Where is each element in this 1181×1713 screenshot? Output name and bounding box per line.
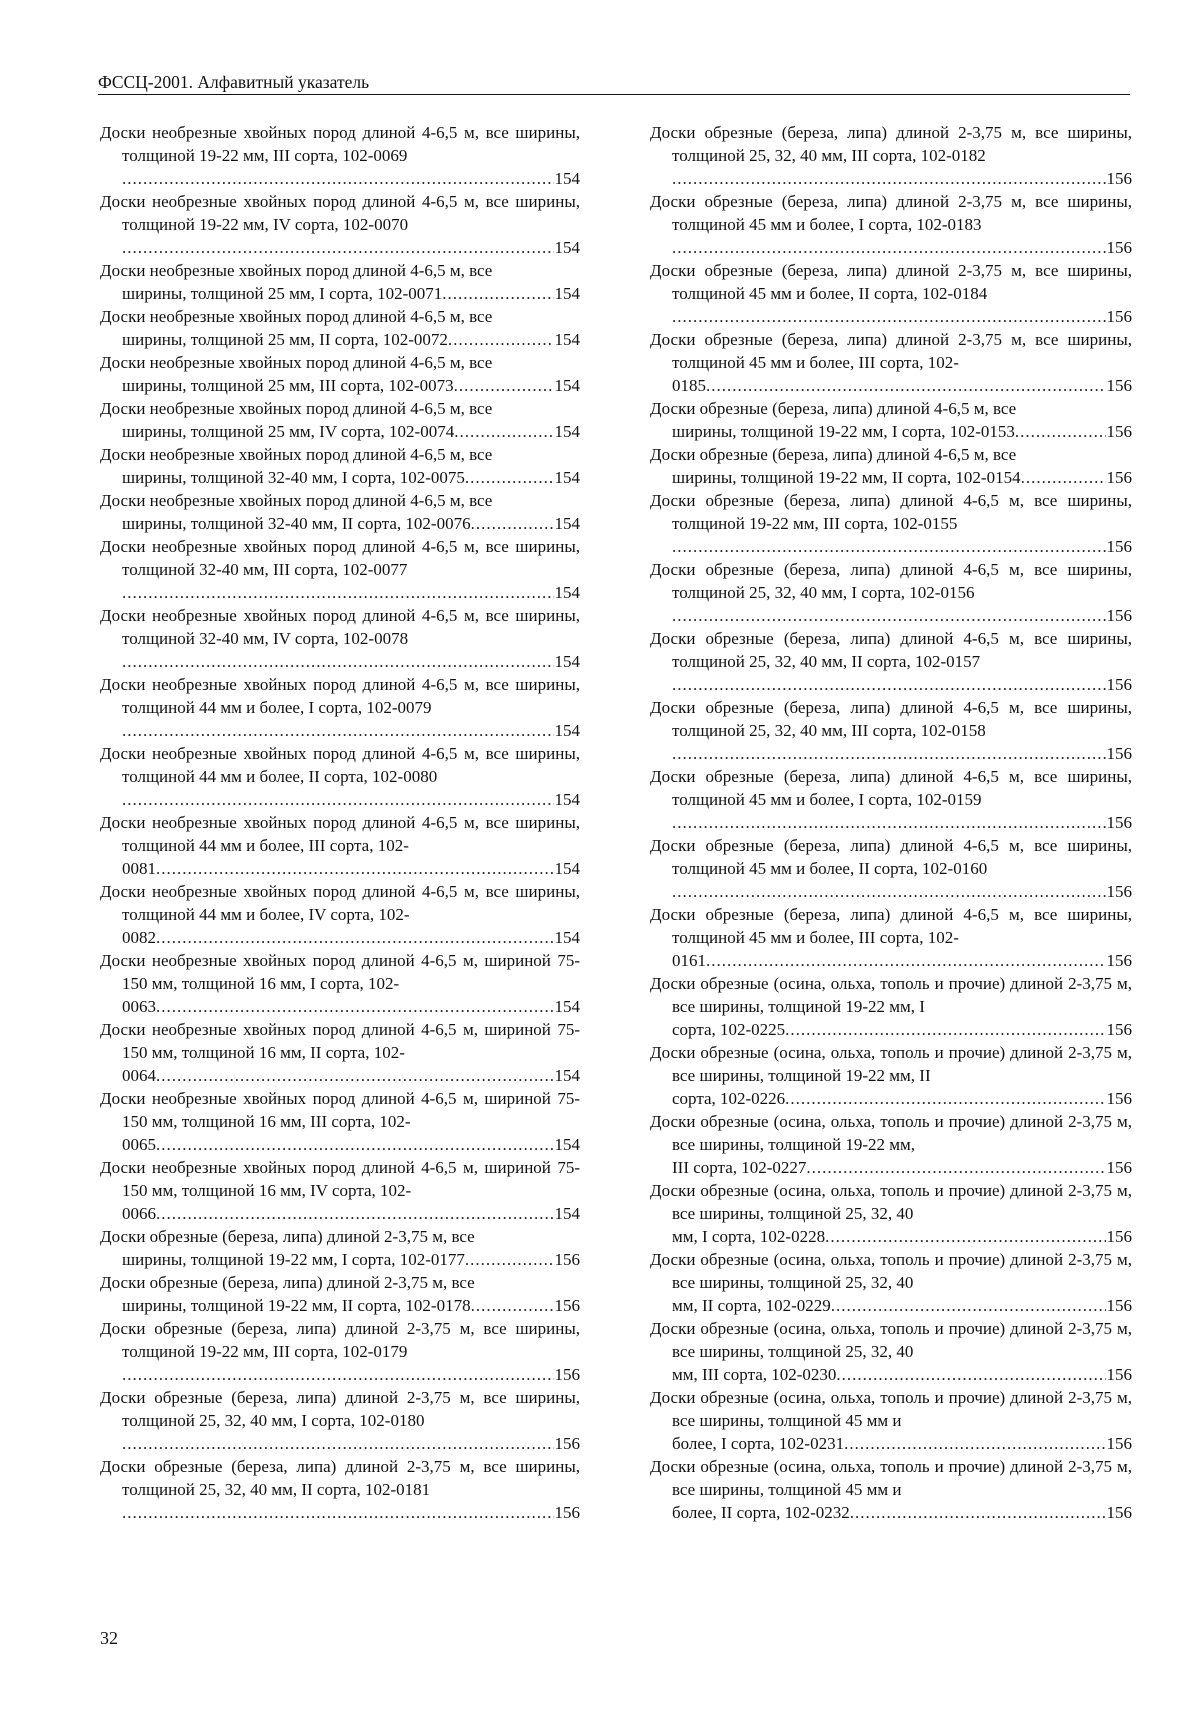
index-entry-tail: сорта, 102-0226 bbox=[672, 1089, 786, 1108]
dot-leader bbox=[122, 581, 554, 604]
index-entry-page: 156 bbox=[1106, 675, 1132, 694]
index-entry bbox=[100, 259, 580, 305]
index-entry-leader-line bbox=[122, 719, 580, 742]
dot-leader bbox=[448, 328, 554, 351]
index-entry-page: 154 bbox=[554, 928, 580, 947]
index-entry bbox=[650, 328, 1132, 397]
index-entry-text: Доски обрезные (береза, липа) длиной 2-3,75 м, все ширины, толщиной 25, 32, 40 мм, I сорта, 102-0180 bbox=[100, 1388, 580, 1430]
index-entry-text: Доски необрезные хвойных пород длиной 4-6,5 м, все bbox=[100, 353, 493, 372]
index-entry bbox=[100, 742, 580, 811]
index-entry-text: Доски обрезные (осина, ольха, тополь и прочие) длиной 2-3,75 м, все ширины, толщиной 19-22 мм, I bbox=[650, 974, 1132, 1016]
index-entry-leader-line bbox=[122, 1248, 580, 1271]
dot-leader bbox=[465, 1248, 554, 1271]
index-entry-text: Доски необрезные хвойных пород длиной 4-6,5 м, все bbox=[100, 307, 493, 326]
index-entry-page: 156 bbox=[1106, 169, 1132, 188]
index-entry-text: Доски обрезные (осина, ольха, тополь и прочие) длиной 2-3,75 м, все ширины, толщиной 45 мм и bbox=[650, 1457, 1132, 1499]
dot-leader bbox=[785, 1087, 1105, 1110]
index-entry-leader-line bbox=[672, 535, 1132, 558]
index-entry bbox=[650, 121, 1132, 190]
dot-leader bbox=[1021, 466, 1106, 489]
index-entry-text: Доски необрезные хвойных пород длиной 4-6,5 м, все ширины, толщиной 44 мм и более, II сорта, 102-0080 bbox=[100, 744, 580, 786]
dot-leader bbox=[122, 650, 554, 673]
index-entry bbox=[100, 535, 580, 604]
index-entry-page: 156 bbox=[1106, 951, 1132, 970]
index-entry bbox=[100, 1018, 580, 1087]
index-entry-tail: 0066 bbox=[122, 1204, 156, 1223]
dot-leader bbox=[1015, 420, 1106, 443]
index-entry-tail: более, II сорта, 102-0232 bbox=[672, 1503, 850, 1522]
index-entry-leader-line bbox=[122, 1064, 580, 1087]
index-entry-text: Доски необрезные хвойных пород длиной 4-6,5 м, все bbox=[100, 399, 493, 418]
index-entry bbox=[650, 1110, 1132, 1179]
index-entry-leader-line bbox=[672, 604, 1132, 627]
dot-leader bbox=[672, 535, 1106, 558]
index-entry-text: Доски обрезные (береза, липа) длиной 4-6,5 м, все ширины, толщиной 25, 32, 40 мм, I сорта, 102-0156 bbox=[650, 560, 1132, 602]
index-entry-leader-line bbox=[122, 1501, 580, 1524]
dot-leader bbox=[850, 1501, 1106, 1524]
index-entry bbox=[100, 1156, 580, 1225]
index-entry bbox=[100, 305, 580, 351]
index-entry-leader-line bbox=[122, 512, 580, 535]
index-entry bbox=[100, 351, 580, 397]
index-entry-page: 154 bbox=[554, 422, 580, 441]
dot-leader bbox=[156, 995, 554, 1018]
dot-leader bbox=[156, 926, 554, 949]
dot-leader bbox=[825, 1225, 1105, 1248]
index-entry-page: 156 bbox=[1106, 376, 1132, 395]
index-entry-page: 156 bbox=[1106, 1158, 1132, 1177]
index-entry-leader-line bbox=[122, 466, 580, 489]
index-entry-text: Доски необрезные хвойных пород длиной 4-6,5 м, шириной 75-150 мм, толщиной 16 мм, IV сорта, 102- bbox=[100, 1158, 580, 1200]
index-entry bbox=[650, 1248, 1132, 1317]
index-entry-leader-line bbox=[672, 1501, 1132, 1524]
index-entry-tail: мм, II сорта, 102-0229 bbox=[672, 1296, 831, 1315]
index-entry-text: Доски обрезные (береза, липа) длиной 4-6,5 м, все ширины, толщиной 45 мм и более, I сорта, 102-0159 bbox=[650, 767, 1132, 809]
dot-leader bbox=[844, 1432, 1105, 1455]
dot-leader bbox=[672, 604, 1106, 627]
index-entry bbox=[650, 972, 1132, 1041]
index-entry-leader-line bbox=[672, 742, 1132, 765]
index-entry-page: 156 bbox=[1106, 1365, 1132, 1384]
index-entry bbox=[100, 397, 580, 443]
index-entry-page: 156 bbox=[1106, 1020, 1132, 1039]
dot-leader bbox=[471, 512, 554, 535]
index-entry-leader-line bbox=[122, 328, 580, 351]
index-entry-text: Доски обрезные (береза, липа) длиной 4-6,5 м, все ширины, толщиной 45 мм и более, II сорта, 102-0160 bbox=[650, 836, 1132, 878]
index-entry-text: Доски необрезные хвойных пород длиной 4-6,5 м, все ширины, толщиной 19-22 мм, III сорта, 102-0069 bbox=[100, 123, 580, 165]
dot-leader bbox=[454, 374, 554, 397]
index-entry-text: Доски обрезные (осина, ольха, тополь и прочие) длиной 2-3,75 м, все ширины, толщиной 19-22 мм, bbox=[650, 1112, 1132, 1154]
index-entry-leader-line bbox=[672, 420, 1132, 443]
index-entry-tail: ширины, толщиной 25 мм, I сорта, 102-0071 bbox=[122, 284, 443, 303]
index-entry-page: 154 bbox=[554, 1204, 580, 1223]
index-entry-leader-line bbox=[122, 1432, 580, 1455]
index-entry-tail: 0082 bbox=[122, 928, 156, 947]
index-entry-text: Доски обрезные (береза, липа) длиной 2-3,75 м, все ширины, толщиной 45 мм и более, III сорта, 102- bbox=[650, 330, 1132, 372]
index-entry-text: Доски обрезные (осина, ольха, тополь и прочие) длиной 2-3,75 м, все ширины, толщиной 19-22 мм, II bbox=[650, 1043, 1132, 1085]
index-entry bbox=[100, 489, 580, 535]
index-entry-leader-line bbox=[672, 1087, 1132, 1110]
index-entry-tail: ширины, толщиной 32-40 мм, II сорта, 102-0076 bbox=[122, 514, 471, 533]
index-entry bbox=[100, 604, 580, 673]
index-entry-text: Доски обрезные (береза, липа) длиной 4-6,5 м, все bbox=[650, 445, 1017, 464]
index-entry-page: 156 bbox=[1106, 422, 1132, 441]
index-entry-tail: мм, I сорта, 102-0228 bbox=[672, 1227, 826, 1246]
index-entry bbox=[100, 1225, 580, 1271]
dot-leader bbox=[672, 880, 1106, 903]
index-entry-page: 154 bbox=[554, 583, 580, 602]
index-entry-leader-line bbox=[122, 1202, 580, 1225]
dot-leader bbox=[672, 811, 1106, 834]
index-entry-page: 156 bbox=[1106, 1089, 1132, 1108]
index-entry-page: 154 bbox=[554, 169, 580, 188]
index-entry-page: 156 bbox=[554, 1250, 580, 1269]
index-entry bbox=[650, 1317, 1132, 1386]
index-entry bbox=[650, 627, 1132, 696]
index-entry-tail: 0185 bbox=[672, 376, 706, 395]
index-entry-text: Доски обрезные (береза, липа) длиной 4-6,5 м, все ширины, толщиной 25, 32, 40 мм, III сорта, 102-0158 bbox=[650, 698, 1132, 740]
index-entry-text: Доски необрезные хвойных пород длиной 4-6,5 м, все ширины, толщиной 44 мм и более, IV сорта, 102- bbox=[100, 882, 580, 924]
index-entry bbox=[100, 190, 580, 259]
index-entry-text: Доски необрезные хвойных пород длиной 4-6,5 м, все bbox=[100, 491, 493, 510]
index-entry bbox=[100, 443, 580, 489]
index-entry bbox=[100, 811, 580, 880]
index-entry-text: Доски обрезные (осина, ольха, тополь и прочие) длиной 2-3,75 м, все ширины, толщиной 25, 32, 40 bbox=[650, 1181, 1132, 1223]
dot-leader bbox=[156, 1064, 554, 1087]
index-entry-page: 156 bbox=[1106, 1227, 1132, 1246]
index-entry-leader-line bbox=[672, 880, 1132, 903]
index-entry-leader-line bbox=[672, 466, 1132, 489]
index-entry-leader-line bbox=[122, 1133, 580, 1156]
dot-leader bbox=[471, 1294, 554, 1317]
index-entry-page: 154 bbox=[554, 859, 580, 878]
index-entry-leader-line bbox=[122, 282, 580, 305]
index-entry-leader-line bbox=[122, 167, 580, 190]
dot-leader bbox=[122, 1432, 554, 1455]
index-entry-leader-line bbox=[672, 1294, 1132, 1317]
dot-leader bbox=[806, 1156, 1105, 1179]
dot-leader bbox=[465, 466, 554, 489]
index-entry bbox=[650, 696, 1132, 765]
index-entry bbox=[100, 1271, 580, 1317]
index-entry-text: Доски обрезные (береза, липа) длиной 2-3,75 м, все ширины, толщиной 25, 32, 40 мм, III сорта, 102-0182 bbox=[650, 123, 1132, 165]
dot-leader bbox=[156, 1202, 554, 1225]
dot-leader bbox=[672, 236, 1106, 259]
index-entry bbox=[650, 1041, 1132, 1110]
index-entry bbox=[650, 1179, 1132, 1248]
index-entry-page: 156 bbox=[1106, 813, 1132, 832]
index-entry bbox=[100, 121, 580, 190]
dot-leader bbox=[454, 420, 553, 443]
index-entry-text: Доски обрезные (береза, липа) длиной 2-3,75 м, все bbox=[100, 1273, 475, 1292]
index-entry-page: 154 bbox=[554, 721, 580, 740]
index-entry-leader-line bbox=[122, 420, 580, 443]
index-entry-page: 156 bbox=[1106, 1503, 1132, 1522]
dot-leader bbox=[122, 236, 554, 259]
index-entry bbox=[650, 397, 1132, 443]
dot-leader bbox=[836, 1363, 1105, 1386]
index-entry-text: Доски необрезные хвойных пород длиной 4-6,5 м, все bbox=[100, 445, 493, 464]
index-entry-tail: 0064 bbox=[122, 1066, 156, 1085]
index-entry-text: Доски необрезные хвойных пород длиной 4-6,5 м, все bbox=[100, 261, 493, 280]
index-entry-leader-line bbox=[122, 650, 580, 673]
index-entry bbox=[650, 1455, 1132, 1524]
index-entry-tail: 0065 bbox=[122, 1135, 156, 1154]
index-entry-text: Доски необрезные хвойных пород длиной 4-6,5 м, шириной 75-150 мм, толщиной 16 мм, I сорта, 102- bbox=[100, 951, 580, 993]
index-entry-text: Доски обрезные (береза, липа) длиной 2-3,75 м, все ширины, толщиной 45 мм и более, I сорта, 102-0183 bbox=[650, 192, 1132, 234]
dot-leader bbox=[672, 673, 1106, 696]
index-entry bbox=[650, 834, 1132, 903]
index-entry-page: 156 bbox=[554, 1296, 580, 1315]
index-entry-text: Доски обрезные (береза, липа) длиной 4-6,5 м, все bbox=[650, 399, 1017, 418]
index-entry-leader-line bbox=[122, 926, 580, 949]
dot-leader bbox=[156, 1133, 554, 1156]
index-entry-tail: 0161 bbox=[672, 951, 706, 970]
index-column-right bbox=[650, 121, 1132, 1524]
index-entry-page: 156 bbox=[1106, 1434, 1132, 1453]
index-entry-tail: III сорта, 102-0227 bbox=[672, 1158, 807, 1177]
dot-leader bbox=[122, 1363, 554, 1386]
index-entry-text: Доски необрезные хвойных пород длиной 4-6,5 м, все ширины, толщиной 32-40 мм, IV сорта, 102-0078 bbox=[100, 606, 580, 648]
index-entry-tail: ширины, толщиной 19-22 мм, II сорта, 102-0178 bbox=[122, 1296, 471, 1315]
index-entry-tail: 0063 bbox=[122, 997, 156, 1016]
index-entry-leader-line bbox=[122, 995, 580, 1018]
index-entry-page: 156 bbox=[1106, 468, 1132, 487]
index-entry-tail: ширины, толщиной 25 мм, II сорта, 102-0072 bbox=[122, 330, 448, 349]
index-entry-leader-line bbox=[672, 1018, 1132, 1041]
index-entry-page: 156 bbox=[1106, 744, 1132, 763]
index-entry-leader-line bbox=[672, 1432, 1132, 1455]
index-entry-leader-line bbox=[672, 673, 1132, 696]
index-entry bbox=[650, 259, 1132, 328]
index-entry-page: 154 bbox=[554, 284, 580, 303]
dot-leader bbox=[122, 788, 554, 811]
index-entry-text: Доски необрезные хвойных пород длиной 4-6,5 м, все ширины, толщиной 32-40 мм, III сорта, 102-0077 bbox=[100, 537, 580, 579]
index-entry bbox=[100, 880, 580, 949]
dot-leader bbox=[122, 719, 554, 742]
index-entry bbox=[650, 903, 1132, 972]
index-entry-tail: ширины, толщиной 19-22 мм, I сорта, 102-0153 bbox=[672, 422, 1015, 441]
dot-leader bbox=[672, 742, 1106, 765]
index-entry-text: Доски необрезные хвойных пород длиной 4-6,5 м, все ширины, толщиной 44 мм и более, I сорта, 102-0079 bbox=[100, 675, 580, 717]
index-entry bbox=[100, 673, 580, 742]
index-entry bbox=[650, 489, 1132, 558]
index-entry bbox=[650, 558, 1132, 627]
index-entry-tail: мм, III сорта, 102-0230 bbox=[672, 1365, 837, 1384]
index-entry-text: Доски обрезные (осина, ольха, тополь и прочие) длиной 2-3,75 м, все ширины, толщиной 25, 32, 40 bbox=[650, 1250, 1132, 1292]
index-entry-tail: ширины, толщиной 32-40 мм, I сорта, 102-0075 bbox=[122, 468, 465, 487]
index-entry-leader-line bbox=[122, 1363, 580, 1386]
index-entry bbox=[100, 1087, 580, 1156]
index-entry-page: 154 bbox=[554, 1066, 580, 1085]
index-entry-page: 154 bbox=[554, 238, 580, 257]
index-entry-leader-line bbox=[122, 374, 580, 397]
index-entry-text: Доски обрезные (береза, липа) длиной 2-3,75 м, все ширины, толщиной 19-22 мм, III сорта, 102-0179 bbox=[100, 1319, 580, 1361]
dot-leader bbox=[442, 282, 553, 305]
index-entry-page: 156 bbox=[1106, 606, 1132, 625]
index-entry-text: Доски необрезные хвойных пород длиной 4-6,5 м, все ширины, толщиной 19-22 мм, IV сорта, 102-0070 bbox=[100, 192, 580, 234]
index-entry-page: 156 bbox=[554, 1503, 580, 1522]
dot-leader bbox=[122, 167, 554, 190]
index-column-left bbox=[100, 121, 580, 1524]
index-entry-leader-line bbox=[672, 1363, 1132, 1386]
index-entry-page: 154 bbox=[554, 376, 580, 395]
index-entry-text: Доски обрезные (береза, липа) длиной 2-3,75 м, все bbox=[100, 1227, 475, 1246]
index-entry-leader-line bbox=[672, 811, 1132, 834]
index-entry-leader-line bbox=[672, 305, 1132, 328]
index-entry bbox=[100, 1386, 580, 1455]
index-entry-leader-line bbox=[122, 1294, 580, 1317]
index-entry bbox=[650, 190, 1132, 259]
dot-leader bbox=[706, 374, 1106, 397]
page-header-title: ФССЦ-2001. Алфавитный указатель bbox=[98, 72, 370, 92]
index-entry-page: 156 bbox=[1106, 238, 1132, 257]
index-entry bbox=[650, 765, 1132, 834]
index-entry-leader-line bbox=[122, 857, 580, 880]
index-entry-leader-line bbox=[672, 236, 1132, 259]
index-entry-page: 154 bbox=[554, 652, 580, 671]
index-entry-leader-line bbox=[672, 949, 1132, 972]
index-entry-tail: ширины, толщиной 19-22 мм, I сорта, 102-0177 bbox=[122, 1250, 465, 1269]
index-entry-page: 154 bbox=[554, 514, 580, 533]
index-entry-page: 154 bbox=[554, 468, 580, 487]
index-entry bbox=[100, 1317, 580, 1386]
index-entry-leader-line bbox=[122, 788, 580, 811]
index-entry-leader-line bbox=[672, 1156, 1132, 1179]
index-entry-leader-line bbox=[672, 167, 1132, 190]
index-entry-text: Доски необрезные хвойных пород длиной 4-6,5 м, шириной 75-150 мм, толщиной 16 мм, II сорта, 102- bbox=[100, 1020, 580, 1062]
index-entry-tail: 0081 bbox=[122, 859, 156, 878]
dot-leader bbox=[672, 305, 1106, 328]
index-entry-leader-line bbox=[122, 581, 580, 604]
index-entry-page: 156 bbox=[554, 1434, 580, 1453]
dot-leader bbox=[672, 167, 1106, 190]
index-entry-leader-line bbox=[122, 236, 580, 259]
index-entry-page: 154 bbox=[554, 997, 580, 1016]
index-entry-page: 156 bbox=[1106, 537, 1132, 556]
index-entry bbox=[100, 1455, 580, 1524]
dot-leader bbox=[785, 1018, 1105, 1041]
index-entry-text: Доски необрезные хвойных пород длиной 4-6,5 м, все ширины, толщиной 44 мм и более, III сорта, 102- bbox=[100, 813, 580, 855]
dot-leader bbox=[831, 1294, 1106, 1317]
page-number: 32 bbox=[100, 1628, 118, 1648]
index-entry-page: 156 bbox=[1106, 1296, 1132, 1315]
index-entry-page: 156 bbox=[554, 1365, 580, 1384]
index-entry-leader-line bbox=[672, 374, 1132, 397]
dot-leader bbox=[706, 949, 1106, 972]
index-entry-text: Доски необрезные хвойных пород длиной 4-6,5 м, шириной 75-150 мм, толщиной 16 мм, III сорта, 102- bbox=[100, 1089, 580, 1131]
index-entry-text: Доски обрезные (береза, липа) длиной 2-3,75 м, все ширины, толщиной 45 мм и более, II сорта, 102-0184 bbox=[650, 261, 1132, 303]
index-entry bbox=[650, 1386, 1132, 1455]
index-entry bbox=[100, 949, 580, 1018]
index-entry-page: 154 bbox=[554, 790, 580, 809]
dot-leader bbox=[156, 857, 554, 880]
page-header bbox=[98, 70, 1130, 95]
index-entry-tail: более, I сорта, 102-0231 bbox=[672, 1434, 845, 1453]
index-entry-leader-line bbox=[672, 1225, 1132, 1248]
index-entry-text: Доски обрезные (береза, липа) длиной 4-6,5 м, все ширины, толщиной 19-22 мм, III сорта, 102-0155 bbox=[650, 491, 1132, 533]
index-entry-tail: ширины, толщиной 25 мм, III сорта, 102-0073 bbox=[122, 376, 454, 395]
index-entry-tail: ширины, толщиной 25 мм, IV сорта, 102-0074 bbox=[122, 422, 455, 441]
index-entry-text: Доски обрезные (береза, липа) длиной 2-3,75 м, все ширины, толщиной 25, 32, 40 мм, II сорта, 102-0181 bbox=[100, 1457, 580, 1499]
index-entry-tail: сорта, 102-0225 bbox=[672, 1020, 786, 1039]
dot-leader bbox=[122, 1501, 554, 1524]
index-entry-text: Доски обрезные (осина, ольха, тополь и прочие) длиной 2-3,75 м, все ширины, толщиной 45 мм и bbox=[650, 1388, 1132, 1430]
index-entry-page: 156 bbox=[1106, 307, 1132, 326]
index-entry bbox=[650, 443, 1132, 489]
index-entry-text: Доски обрезные (береза, липа) длиной 4-6,5 м, все ширины, толщиной 45 мм и более, III сорта, 102- bbox=[650, 905, 1132, 947]
index-entry-page: 154 bbox=[554, 1135, 580, 1154]
index-entry-page: 156 bbox=[1106, 882, 1132, 901]
index-entry-text: Доски обрезные (береза, липа) длиной 4-6,5 м, все ширины, толщиной 25, 32, 40 мм, II сорта, 102-0157 bbox=[650, 629, 1132, 671]
index-entry-text: Доски обрезные (осина, ольха, тополь и прочие) длиной 2-3,75 м, все ширины, толщиной 25, 32, 40 bbox=[650, 1319, 1132, 1361]
index-entry-page: 154 bbox=[554, 330, 580, 349]
index-entry-tail: ширины, толщиной 19-22 мм, II сорта, 102-0154 bbox=[672, 468, 1021, 487]
